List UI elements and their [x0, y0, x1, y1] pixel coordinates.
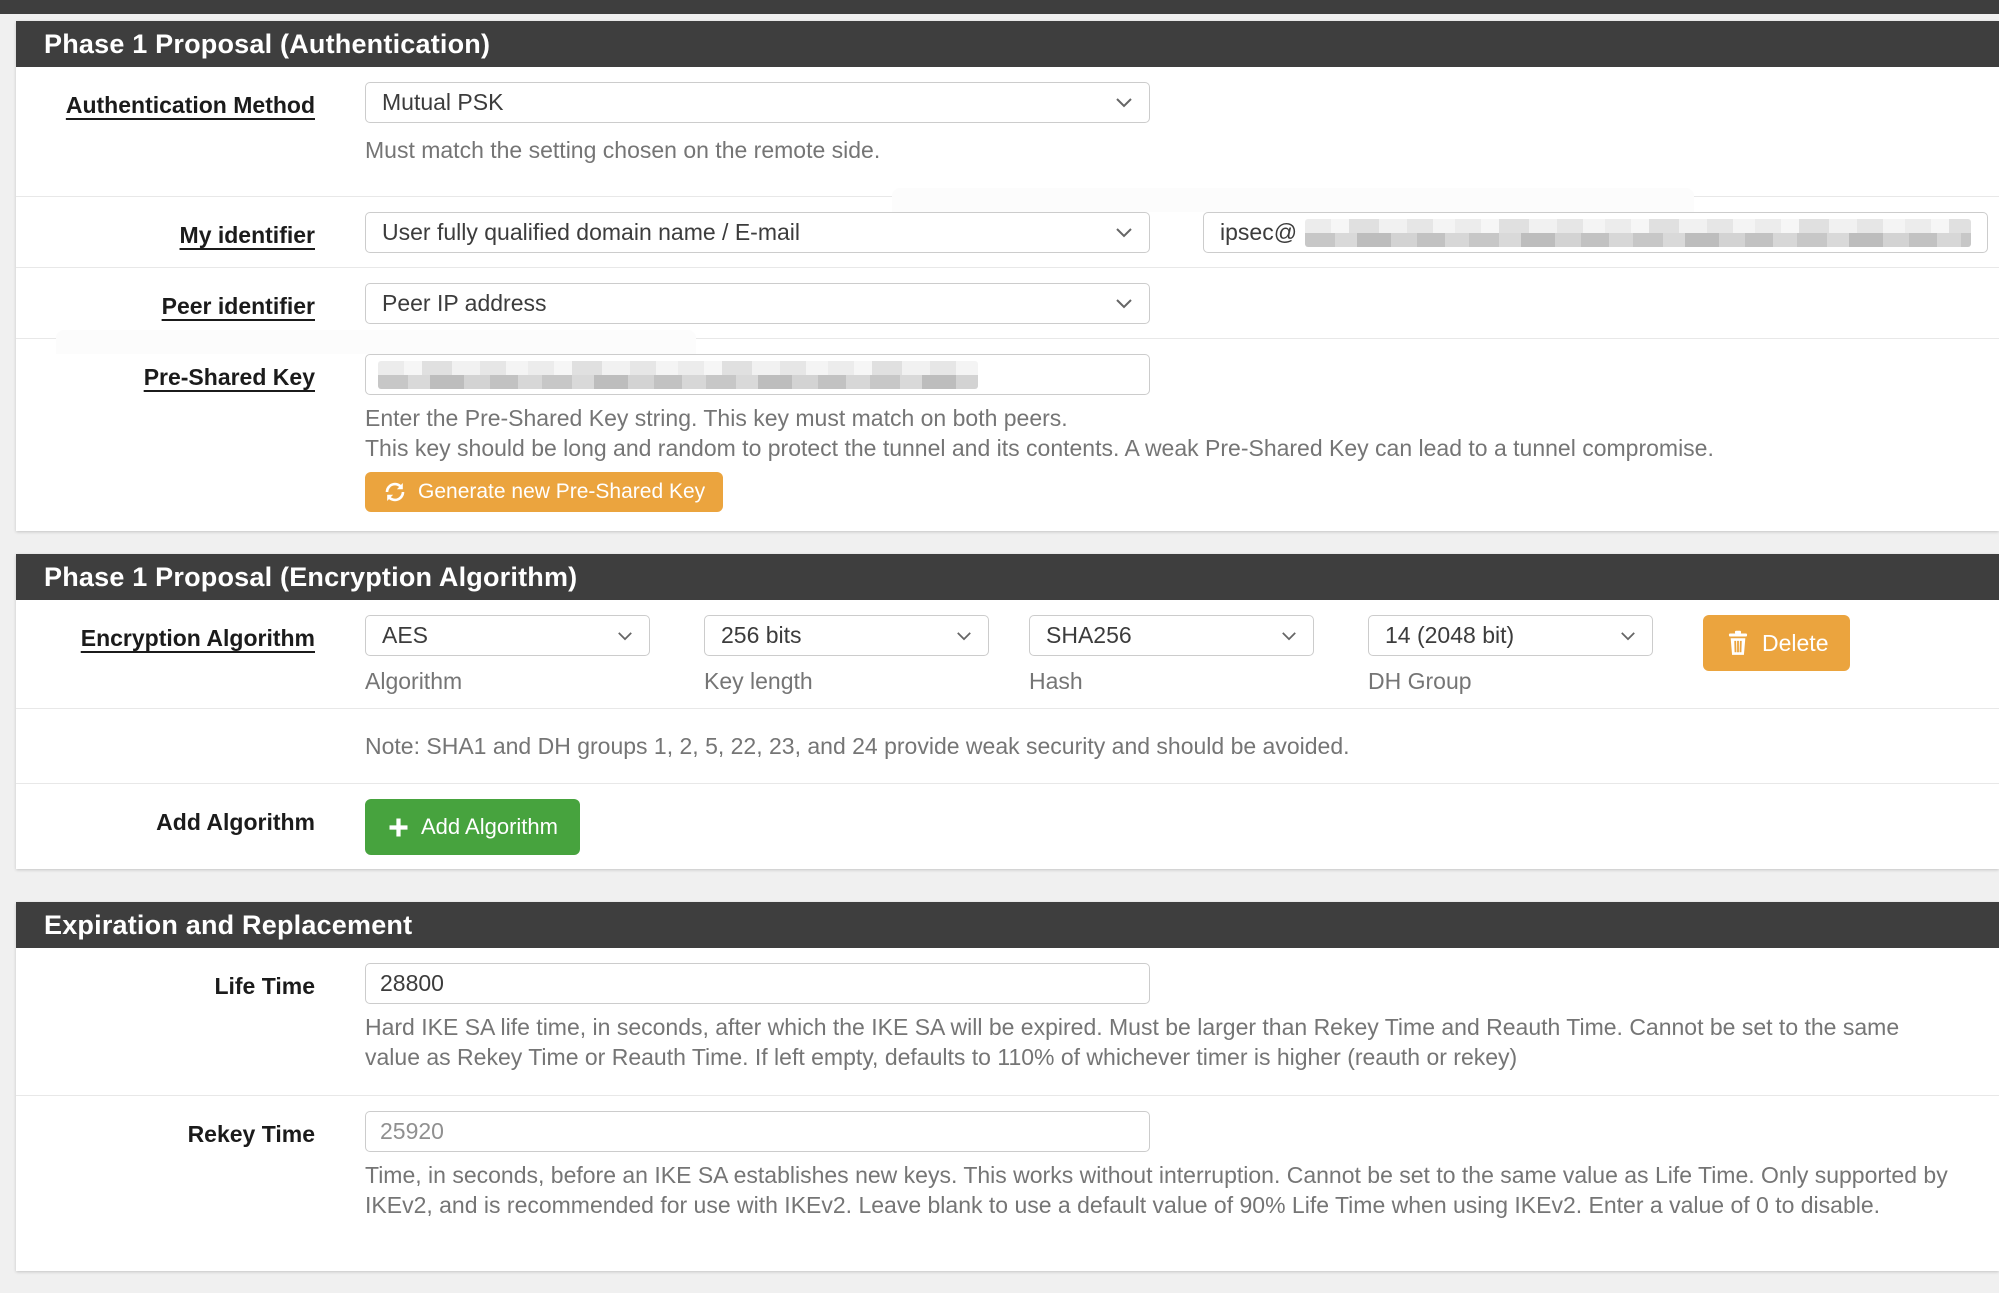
algorithm-caption: Algorithm: [365, 668, 463, 694]
algorithm-value: AES: [382, 622, 429, 648]
row-encryption-note: [16, 708, 1999, 783]
pre-shared-key-label: Pre-Shared Key: [143, 364, 315, 390]
pre-shared-key-input[interactable]: [365, 354, 1150, 395]
my-identifier-label: My identifier: [179, 222, 315, 248]
chevron-down-icon: [1115, 97, 1133, 108]
redacted-value: [378, 361, 978, 389]
panel-phase1-encryption: [16, 554, 1999, 869]
chevron-down-icon: [617, 631, 633, 641]
dh-group-select[interactable]: [1368, 615, 1653, 656]
key-length-caption: Key length: [704, 668, 813, 694]
authentication-method-value: Mutual PSK: [382, 89, 504, 115]
panel-heading: [16, 902, 1999, 948]
row-my-identifier: [16, 196, 1999, 267]
life-time-input[interactable]: [365, 963, 1150, 1004]
panel-title: Phase 1 Proposal (Encryption Algorithm): [44, 561, 578, 592]
dh-group-caption: DH Group: [1368, 668, 1472, 694]
rekey-time-label: Rekey Time: [187, 1121, 315, 1147]
rekey-time-input[interactable]: [365, 1111, 1150, 1152]
encryption-note: Note: SHA1 and DH groups 1, 2, 5, 22, 23, and 24 provide weak security and should be avoided.: [365, 733, 1350, 759]
hash-caption: Hash: [1029, 668, 1083, 694]
my-identifier-input[interactable]: [1203, 212, 1988, 253]
peer-identifier-label: Peer identifier: [161, 293, 315, 319]
row-pre-shared-key: [16, 338, 1999, 531]
plus-icon: [387, 816, 410, 839]
refresh-icon: [383, 480, 407, 504]
my-identifier-value: User fully qualified domain name / E-mail: [382, 219, 801, 245]
add-algorithm-button-label: Add Algorithm: [421, 814, 558, 839]
redaction-cap: [892, 188, 1694, 212]
row-life-time: [16, 948, 1999, 1095]
generate-psk-button[interactable]: [365, 472, 723, 512]
my-identifier-input-visible-text: ipsec@: [1220, 219, 1298, 245]
add-algorithm-button[interactable]: [365, 799, 580, 855]
chevron-down-icon: [1620, 631, 1636, 641]
panel-heading: [16, 554, 1999, 600]
row-peer-identifier: [16, 267, 1999, 338]
row-encryption-algorithm: [16, 600, 1999, 708]
row-rekey-time: [16, 1095, 1999, 1271]
panel-title: Phase 1 Proposal (Authentication): [44, 28, 491, 59]
panel-phase1-authentication: [16, 21, 1999, 531]
pre-shared-key-help-1: Enter the Pre-Shared Key string. This key must match on both peers.: [365, 405, 1068, 431]
key-length-value: 256 bits: [721, 622, 802, 648]
pre-shared-key-help-2: This key should be long and random to protect the tunnel and its contents. A weak Pre-Shared Key can lead to a tunnel compromise.: [365, 435, 1714, 461]
panel-expiration-replacement: [16, 902, 1999, 1271]
row-add-algorithm: [16, 783, 1999, 869]
chevron-down-icon: [956, 631, 972, 641]
life-time-label: Life Time: [214, 973, 315, 999]
hash-value: SHA256: [1046, 622, 1132, 648]
dh-group-value: 14 (2048 bit): [1385, 622, 1515, 648]
peer-identifier-value: Peer IP address: [382, 290, 547, 316]
generate-psk-button-label: Generate new Pre-Shared Key: [418, 480, 706, 503]
key-length-select[interactable]: [704, 615, 989, 656]
redaction-cap: [56, 330, 696, 354]
trash-icon: [1725, 629, 1751, 657]
panel-heading: [16, 21, 1999, 67]
delete-button-label: Delete: [1762, 629, 1829, 656]
panel-title: Expiration and Replacement: [44, 909, 413, 940]
row-authentication-method: [16, 67, 1999, 196]
authentication-method-help: Must match the setting chosen on the remote side.: [365, 137, 881, 163]
authentication-method-select[interactable]: [365, 82, 1150, 123]
redacted-value: [1305, 219, 1971, 247]
authentication-method-label: Authentication Method: [65, 92, 315, 118]
rekey-time-help: Time, in seconds, before an IKE SA establishes new keys. This works without interruption. Cannot be set to the same value as Life Time. Only supported by IKEv2, and is recommended for use with IKEv2. Leave blank to use a default value of 90% Life Time when using IKEv2. Enter a value of 0 to disable.: [365, 1162, 1948, 1218]
previous-section-edge: [0, 0, 1999, 14]
my-identifier-select[interactable]: [365, 212, 1150, 253]
add-algorithm-label: Add Algorithm: [156, 809, 315, 835]
chevron-down-icon: [1281, 631, 1297, 641]
chevron-down-icon: [1115, 298, 1133, 309]
chevron-down-icon: [1115, 227, 1133, 238]
hash-select[interactable]: [1029, 615, 1314, 656]
delete-algorithm-button[interactable]: [1703, 615, 1850, 671]
life-time-help: Hard IKE SA life time, in seconds, after which the IKE SA will be expired. Must be larger than Rekey Time and Reauth Time. Cannot be set to the same value as Rekey Time or Reauth Time. If left empty, defaults to 110% of whichever timer is higher (reauth or rekey): [365, 1014, 1900, 1070]
encryption-algorithm-label: Encryption Algorithm: [80, 625, 315, 651]
algorithm-select[interactable]: [365, 615, 650, 656]
peer-identifier-select[interactable]: [365, 283, 1150, 324]
